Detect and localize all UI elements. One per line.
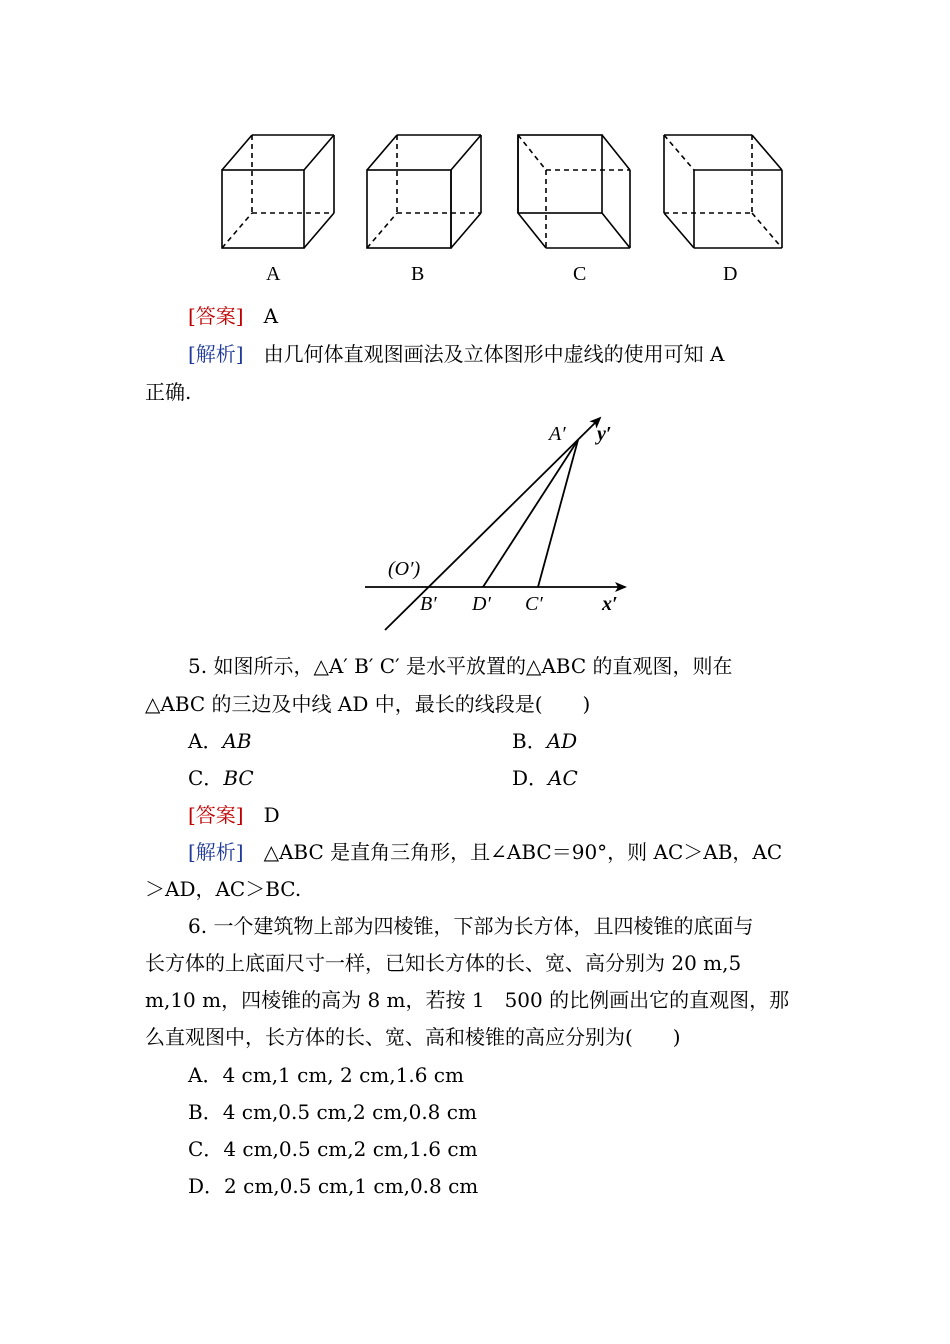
segment-ad [483,440,578,587]
q5-analysis-line2: ＞AD，AC＞BC. [145,877,302,901]
answer-tag: [答案] [188,304,244,328]
cube-c [518,135,630,248]
q4-analysis-line1 [188,340,853,368]
q5-stem-line1: 5. 如图所示，△A′ B′ C′ 是水平放置的△ABC 的直观图，则在 [188,654,733,678]
q6-option-a: A．4 cm,1 cm, 2 cm,1.6 cm [188,1063,464,1087]
cube-label-a: A [266,263,281,285]
q5-stem-line2: △ABC 的三边及中线 AD 中，最长的线段是( ) [145,692,591,716]
segment-ac [538,440,578,587]
cube-label-d: D [723,263,738,285]
cube-b [367,135,481,248]
analysis-text: △ABC 是直角三角形，且∠ABC＝90°，则 AC＞AB，AC [263,840,783,864]
q4-answer [188,302,853,330]
q4-analysis-line2: 正确. [145,380,192,404]
q6-option-c: C．4 cm,0.5 cm,2 cm,1.6 cm [188,1137,478,1161]
label-b-prime: B′ [420,593,437,615]
q5-answer [188,801,853,829]
q6-option-d: D．2 cm,0.5 cm,1 cm,0.8 cm [188,1174,479,1198]
cube-a [222,135,334,248]
analysis-text: 由几何体直观图画法及立体图形中虚线的使用可知 A [263,342,725,366]
q6-stem-line1: 6. 一个建筑物上部为四棱锥，下部为长方体，且四棱锥的底面与 [188,914,754,938]
cube-d [664,135,782,248]
y-axis [385,418,600,630]
answer-value: D [263,803,280,827]
label-o-prime: (O′) [388,558,421,580]
q5-analysis-line1 [188,838,853,866]
q5-option-c: C．BC [188,766,254,790]
q6-stem-line3: m,10 m，四棱锥的高为 8 m，若按 1 500 的比例画出它的直观图，那 [145,988,790,1012]
label-a-prime: A′ [549,423,566,445]
cube-label-c: C [573,263,587,285]
q6-stem-line2: 长方体的上底面尺寸一样，已知长方体的长、宽、高分别为 20 m,5 [145,951,742,975]
label-d-prime: D′ [472,593,491,615]
q6-option-b: B．4 cm,0.5 cm,2 cm,0.8 cm [188,1100,477,1124]
answer-tag: [答案] [188,803,244,827]
analysis-tag: [解析] [188,840,244,864]
q5-option-a: A．AB [188,729,252,753]
label-y-prime: y′ [597,423,612,445]
q5-option-d: D．AC [512,766,578,790]
label-x-prime: x′ [602,593,618,615]
q6-stem-line4: 么直观图中，长方体的长、宽、高和棱锥的高应分别为( ) [145,1025,681,1049]
q5-option-b: B．AD [512,729,578,753]
q4-cube-figures [210,125,800,260]
cube-label-b: B [411,263,425,285]
label-c-prime: C′ [525,593,543,615]
analysis-tag: [解析] [188,342,244,366]
answer-value: A [263,304,279,328]
